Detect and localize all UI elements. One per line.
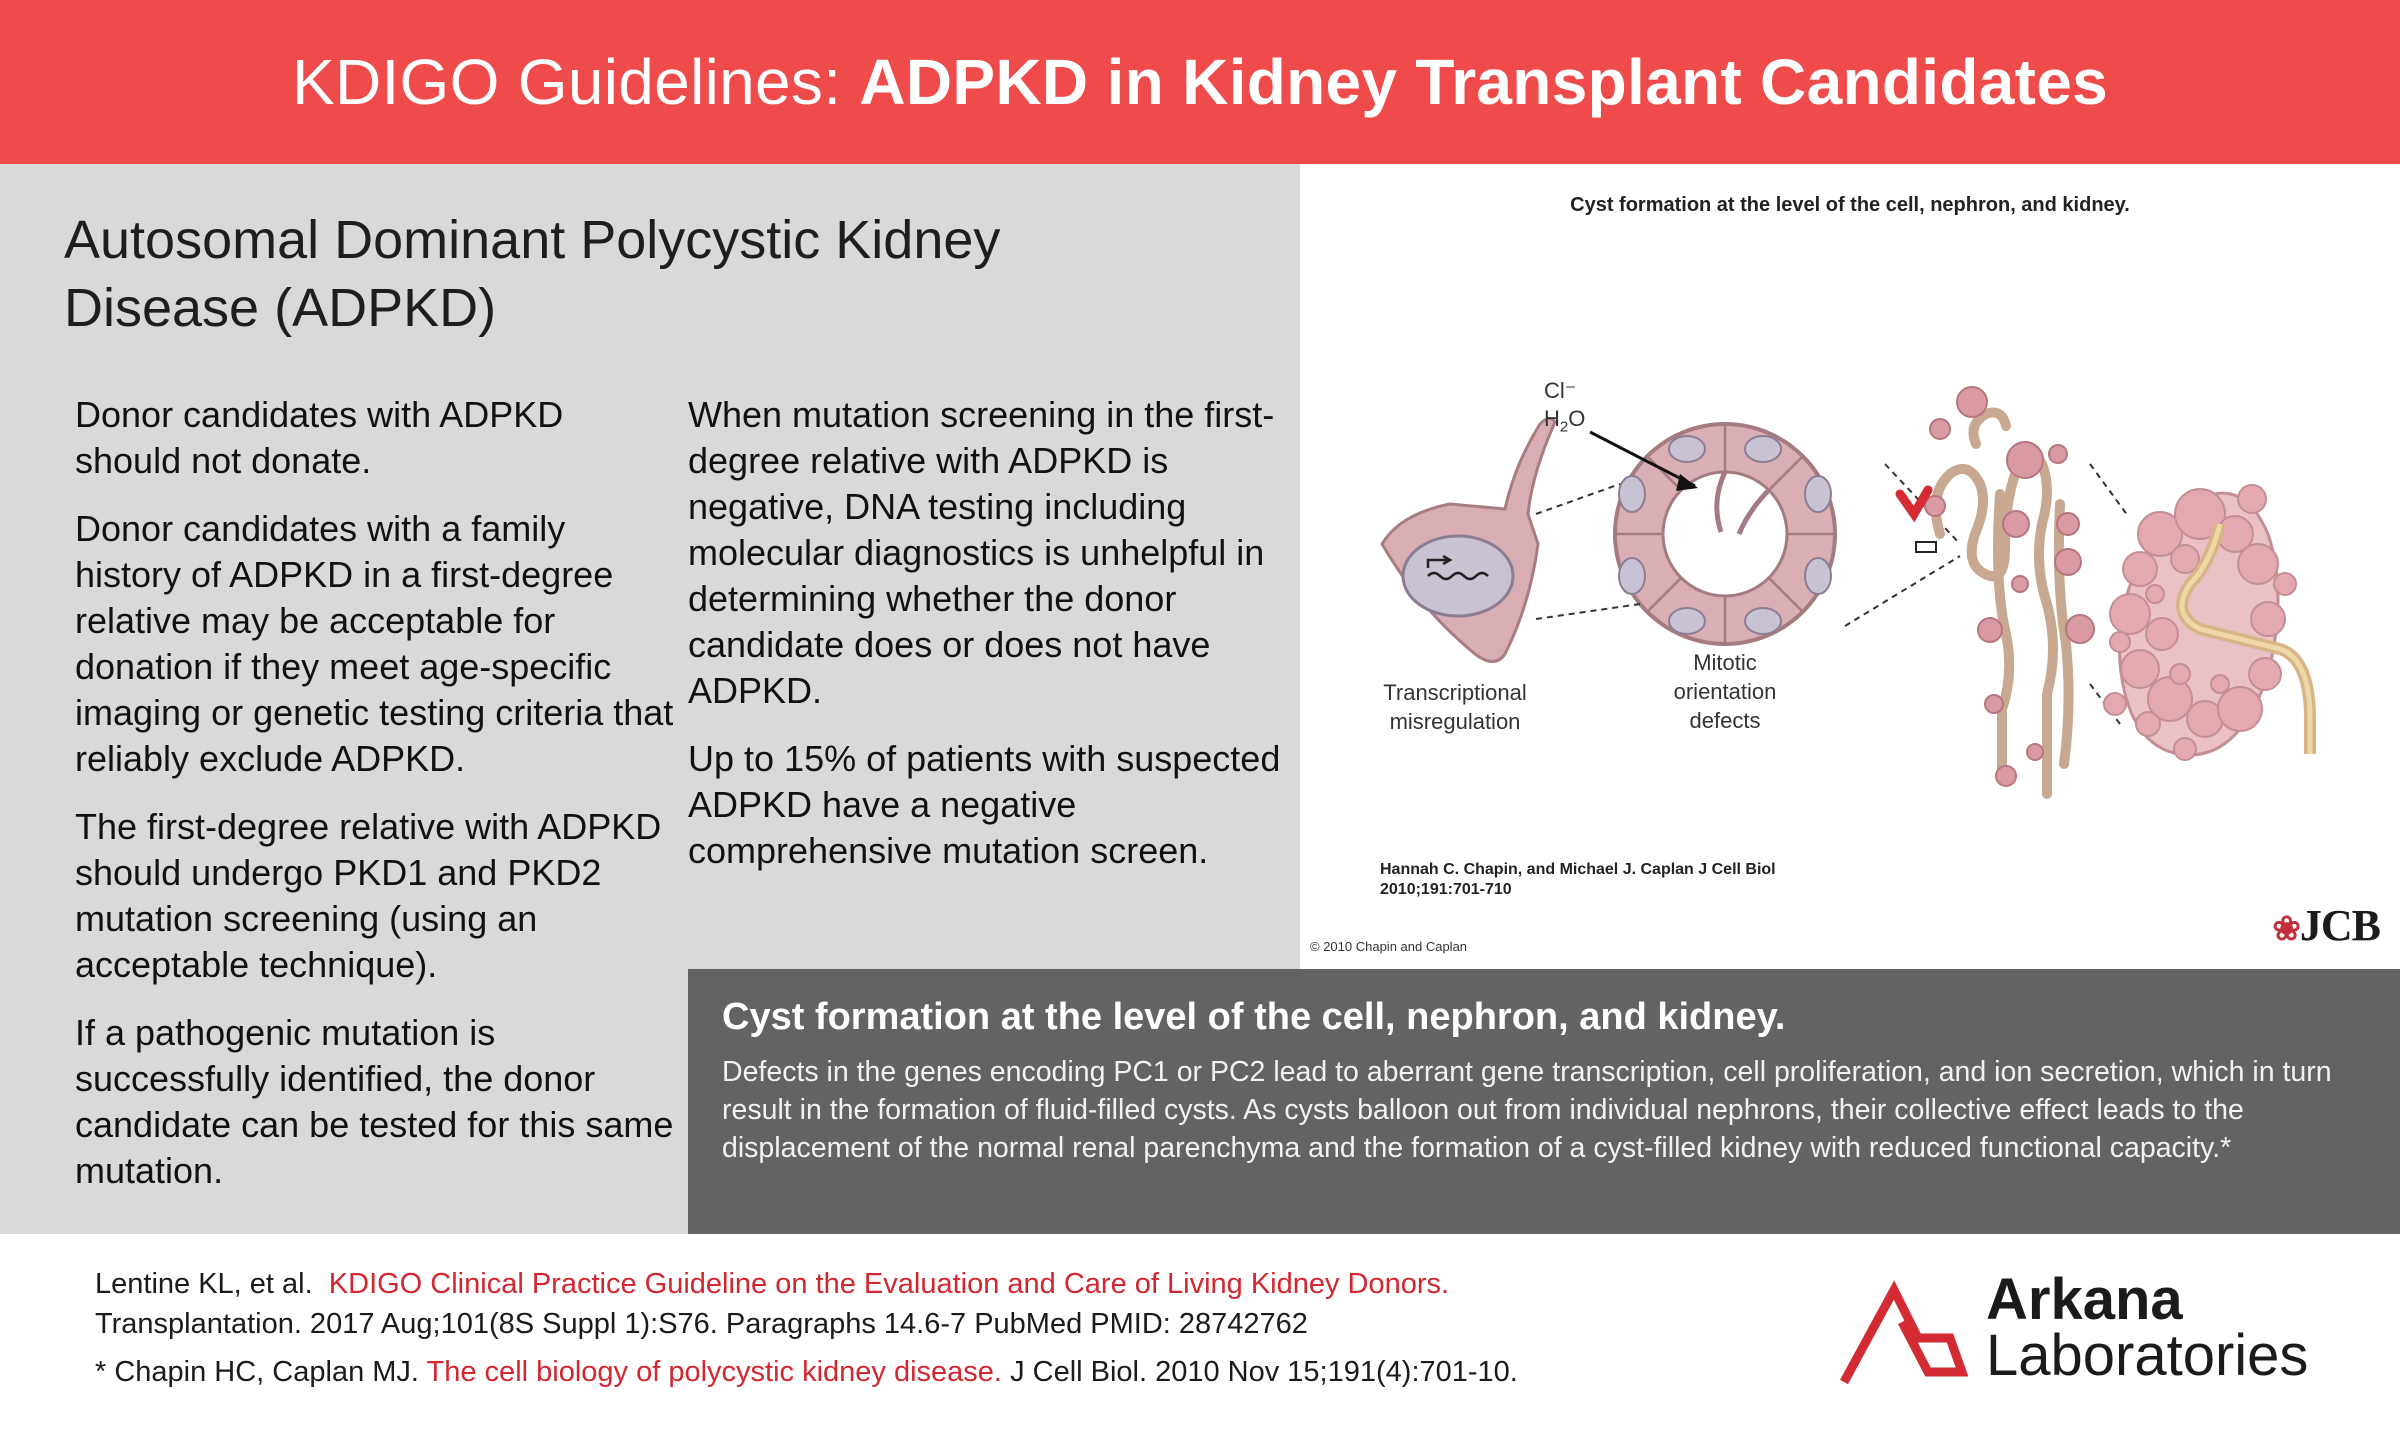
figure-caption-box [688,969,2400,1234]
section-heading: Autosomal Dominant Polycystic Kidney Disease (ADPKD) [64,210,1001,338]
caption-body: Defects in the genes encoding PC1 or PC2 lead to aberrant gene transcription, cell proliferation, and ion secretion, which in turn result in the formation of fluid-filled cysts. As cysts balloon out from individual nephrons, their collective effect leads to the displacement of the normal renal parenchyma and the formation of a cyst-filled kidney with reduced functional capacity.* [722,1056,2332,1164]
text-column-1 [75,392,675,1216]
epithelial-cell-drawing [1382,418,1555,661]
paragraph: Donor candidates with ADPKD should not donate. [75,394,564,481]
cyst-formation-figure [1300,164,2400,969]
arkana-logo-icon [1838,1278,1968,1388]
jcb-logo: ❀JCB [2272,901,2380,950]
reference-2-link[interactable]: The cell biology of polycystic kidney disease. [426,1356,1002,1388]
paragraph: Donor candidates with a family history of ADPKD in a first-degree relative may be acceptable for donation if they meet age-specific imaging or genetic testing criteria that reliably exclude ADPKD. [75,508,674,779]
paragraph: Up to 15% of patients with suspected ADPKD have a negative comprehensive mutation screen. [688,738,1281,871]
cyst-illustration [1300,164,2400,969]
page-title-light: KDIGO Guidelines: [291,46,842,118]
figure-credit: Hannah C. Chapin, and Michael J. Caplan J Cell Biol 2010;191:701-710 [1380,861,1776,898]
page-title-bold: ADPKD in Kidney Transplant Candidates [859,46,2109,118]
transcriptional-misregulation-label: Transcriptional misregulation [1383,680,1527,734]
paragraph: The first-degree relative with ADPKD should undergo PKD1 and PKD2 mutation screening (using an acceptable technique). [75,806,662,985]
chloride-label: Cl⁻ [1544,378,1577,403]
mitotic-orientation-defects-label: Mitotic orientation defects [1673,650,1777,733]
header-banner [0,0,2400,164]
figure-copyright: © 2010 Chapin and Caplan [1310,939,1468,954]
red-marker-drawing [1900,490,1928,514]
paragraph: When mutation screening in the first-degree relative with ADPKD is negative, DNA testing including molecular diagnostics is unhelpful in determining whether the donor candidate does or does not have ADPKD. [688,394,1275,711]
water-label: $H_2O$ [1544,406,1586,436]
polycystic-kidney-drawing [2104,485,2310,760]
reference-2: * Chapin HC, Caplan MJ. The cell biology of polycystic kidney disease. J Cell Biol. 2010 Nov 15;191(4):701-10. [95,1356,1518,1388]
nephron-drawing [1936,413,2069,795]
figure-title: Cyst formation at the level of the cell, nephron, and kidney. [1570,194,2130,216]
reference-1: Lentine KL, et al. KDIGO Clinical Practice Guideline on the Evaluation and Care of Living Kidney Donors. Transplantation. 2017 Aug;101(8S Suppl 1):S76. Paragraphs 14.6-7 PubMed PMID: 28742762 [95,1268,1450,1340]
arkana-logo-text: Arkana Laboratories [1986,1267,2309,1388]
page-title [292,45,2108,119]
caption-title: Cyst formation at the level of the cell, nephron, and kidney. [722,996,1786,1038]
tubule-cross-section-drawing [1590,424,1835,644]
jcb-flower-icon: ❀ [2272,911,2300,948]
text-column-2 [688,392,1288,896]
paragraph: If a pathogenic mutation is successfully identified, the donor candidate can be tested for this same mutation. [75,1012,674,1191]
reference-1-link[interactable]: KDIGO Clinical Practice Guideline on the Evaluation and Care of Living Kidney Donors. [328,1268,1450,1300]
footer-references [0,1234,2400,1440]
